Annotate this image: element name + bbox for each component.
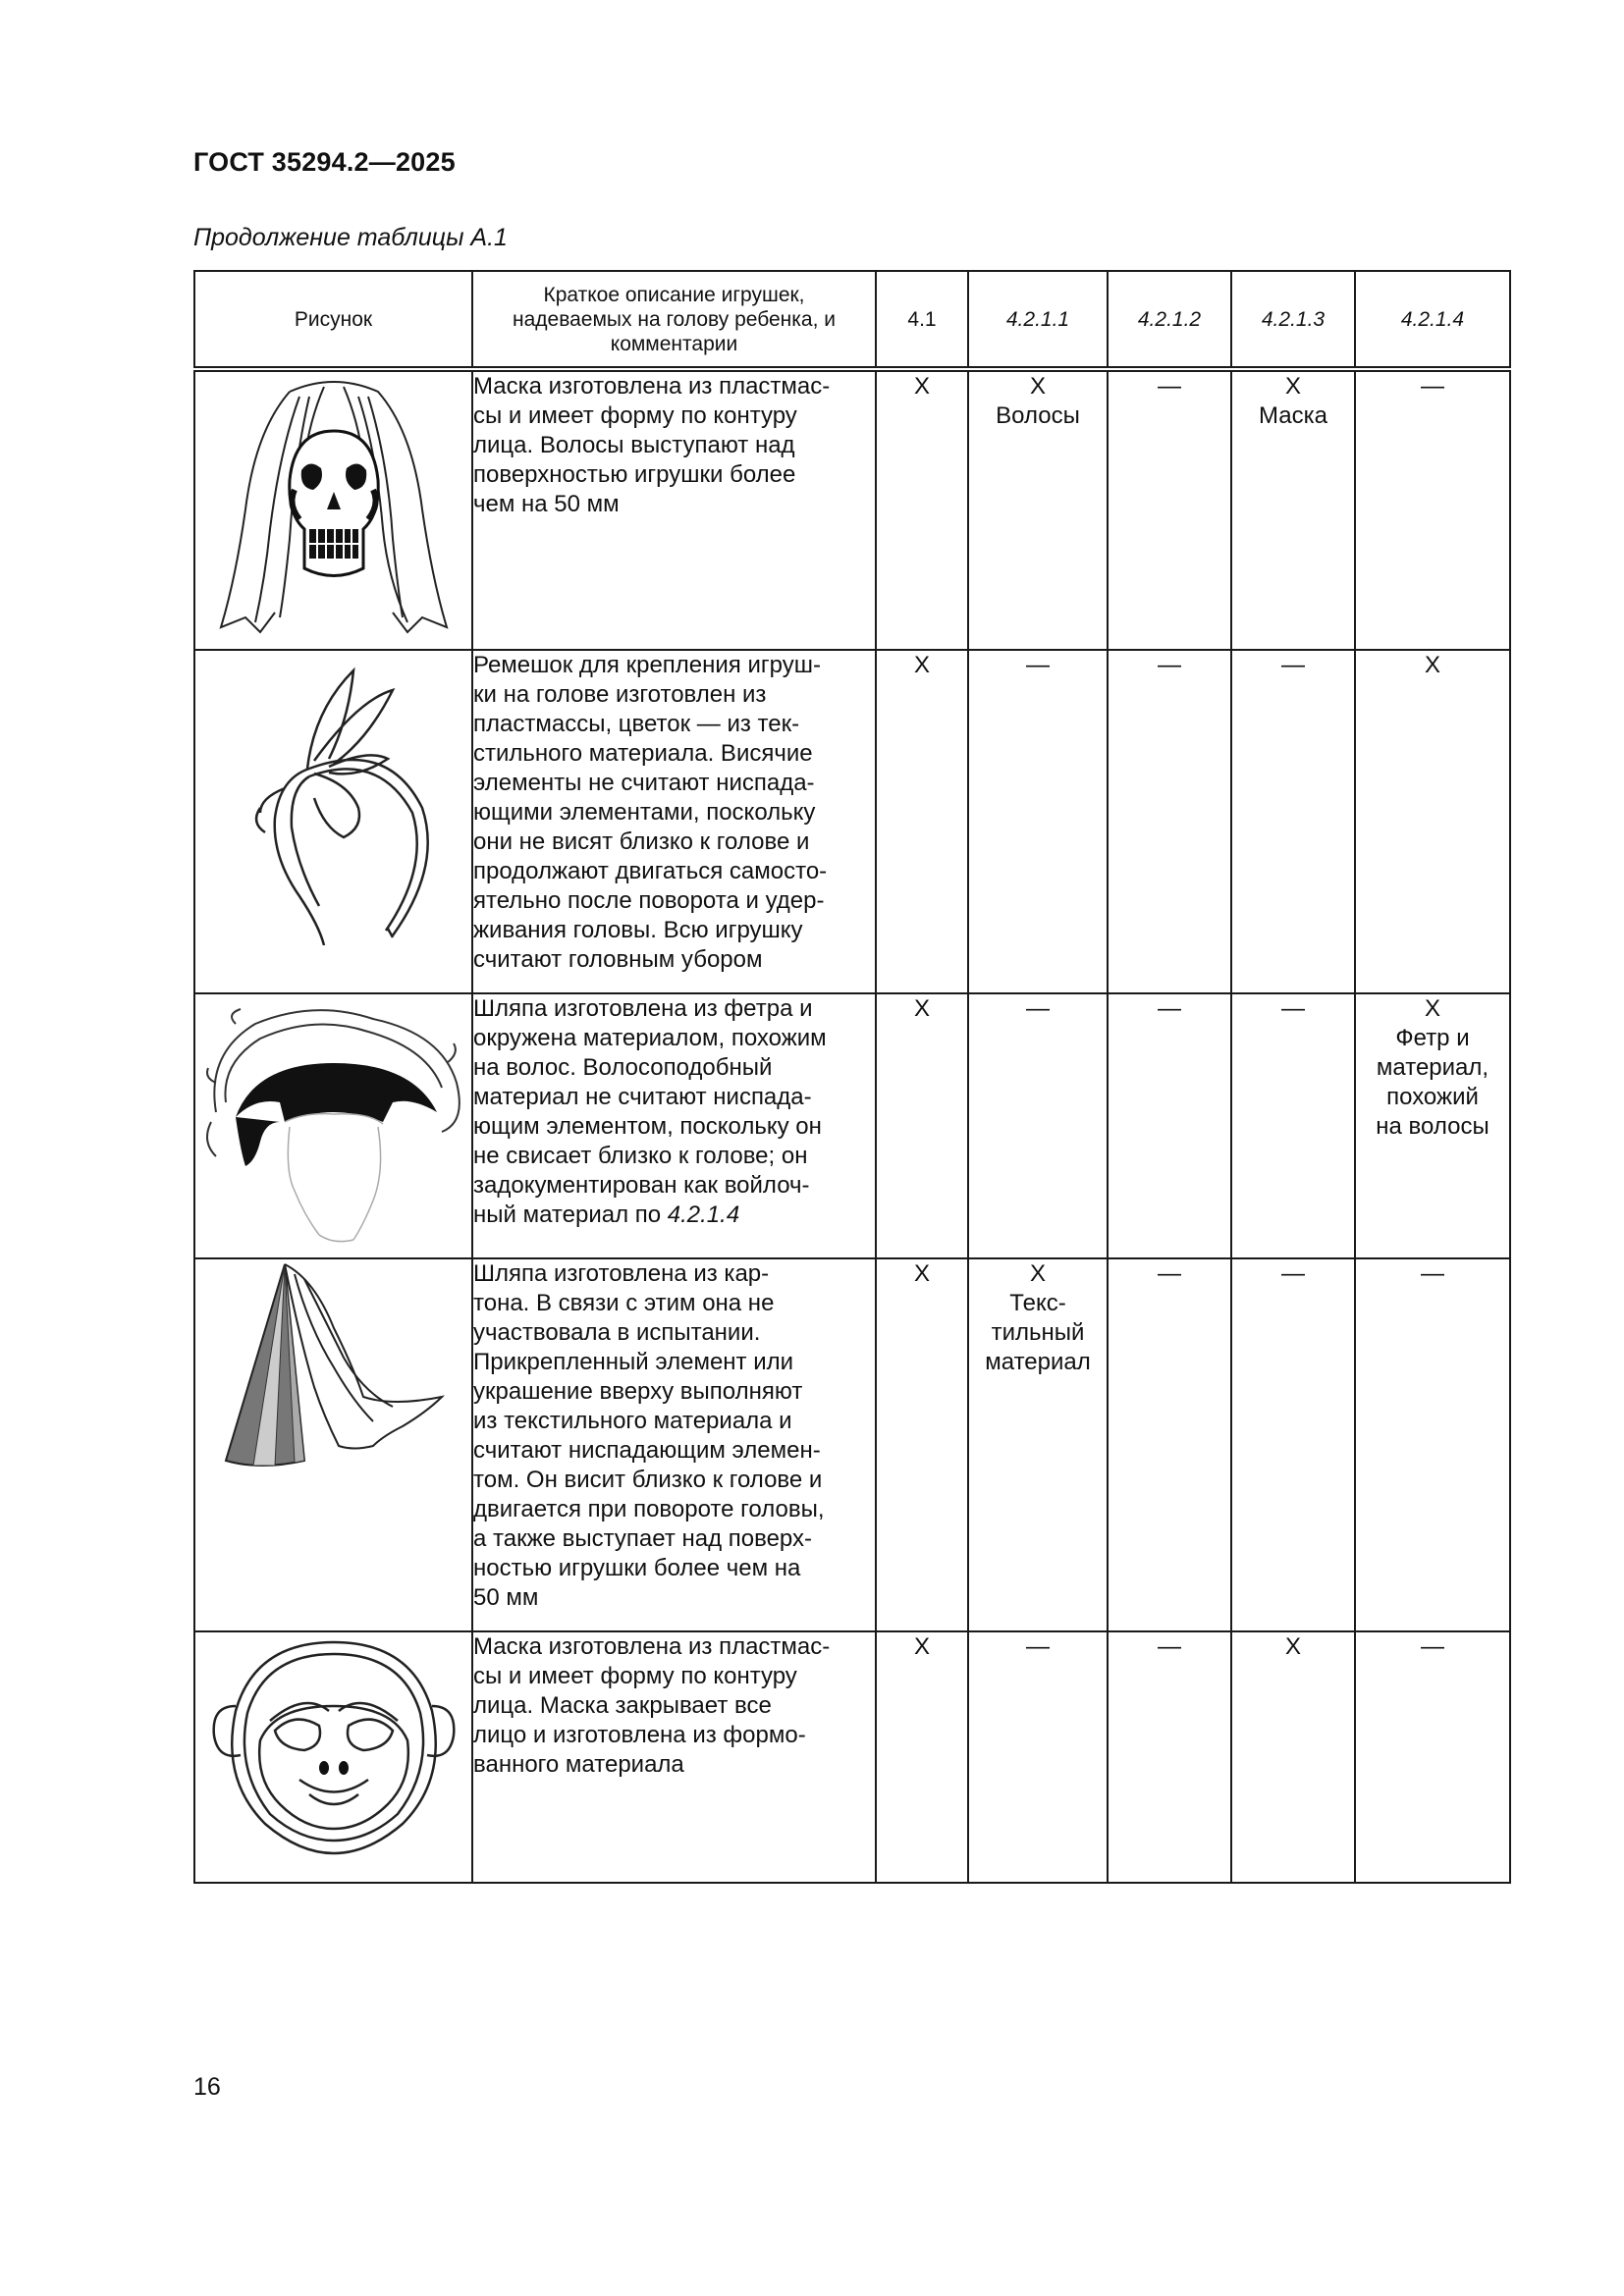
description-line: на волос. Волосоподобный <box>473 1054 773 1081</box>
description-line: ностью игрушки более чем на <box>473 1555 801 1581</box>
mark-text: X <box>1424 652 1440 678</box>
mark-text: — <box>1421 1260 1444 1287</box>
description-line: тона. В связи с этим она не <box>473 1290 775 1316</box>
description-line: ванного материала <box>473 1751 684 1778</box>
description-line: ки на голове изготовлен из <box>473 681 767 708</box>
description-line: украшение вверху выполняют <box>473 1378 803 1405</box>
description-line: живания головы. Всю игрушку <box>473 917 803 943</box>
mark-cell-4-2-1-3 <box>1231 650 1355 993</box>
description-line: участвовала в испытании. <box>473 1319 761 1346</box>
description-line: поверхностью игрушки более <box>473 461 796 488</box>
mark-cell-4-2-1-1 <box>968 369 1108 650</box>
description-text: ный материал по <box>473 1201 668 1228</box>
mark-cell-4-1 <box>876 1631 968 1883</box>
table-header-row <box>194 271 1510 369</box>
description-line: Шляпа изготовлена из фетра и <box>473 995 813 1022</box>
mark-cell-4-2-1-2 <box>1108 650 1231 993</box>
document-standard-header: ГОСТ 35294.2—2025 <box>193 147 456 177</box>
mark-note: похожий <box>1386 1084 1479 1110</box>
mark-cell-4-2-1-4 <box>1355 993 1510 1258</box>
mark-cell-4-2-1-4 <box>1355 1631 1510 1883</box>
col-header-description: Краткое описание игрушек, надеваемых на голову ребенка, и комментарии <box>472 271 876 369</box>
hat-with-hair-icon <box>196 994 471 1250</box>
description-line: чем на 50 мм <box>473 491 620 517</box>
description-line: они не висят близко к голове и <box>473 828 810 855</box>
page-number: 16 <box>193 2073 221 2101</box>
description-line: а также выступает над поверх- <box>473 1525 812 1552</box>
figure-cell <box>194 1631 472 1883</box>
mark-cell-4-1 <box>876 650 968 993</box>
mark-text: — <box>1281 652 1305 678</box>
mark-text: X <box>913 652 930 678</box>
description-line: продолжают двигаться самосто- <box>473 858 828 884</box>
figure-cell <box>194 993 472 1258</box>
mark-cell-4-2-1-1 <box>968 1258 1108 1631</box>
description-line: материал не считают ниспада- <box>473 1084 812 1110</box>
table-row <box>194 650 1510 993</box>
table-caption: Продолжение таблицы А.1 <box>193 224 508 251</box>
col-header-4-2-1-1: 4.2.1.1 <box>968 271 1108 369</box>
description-line: ющим элементом, поскольку он <box>473 1113 822 1140</box>
col-header-4-2-1-3: 4.2.1.3 <box>1231 271 1355 369</box>
mark-cell-4-2-1-1 <box>968 1631 1108 1883</box>
mark-cell-4-2-1-2 <box>1108 1258 1231 1631</box>
description-line: том. Он висит близко к голове и <box>473 1467 823 1493</box>
description-line: двигается при повороте головы, <box>473 1496 825 1522</box>
mark-cell-4-2-1-1 <box>968 650 1108 993</box>
mark-note: Волосы <box>996 402 1080 429</box>
description-line: Прикрепленный элемент или <box>473 1349 794 1375</box>
description-line: лица. Маска закрывает все <box>473 1692 772 1719</box>
col-header-4-2-1-4: 4.2.1.4 <box>1355 271 1510 369</box>
description-cell <box>472 650 876 993</box>
monkey-mask-icon <box>206 1632 461 1858</box>
flower-headband-icon <box>221 651 447 945</box>
description-line: ятельно после поворота и удер- <box>473 887 825 914</box>
mark-text: X <box>913 1260 930 1287</box>
mark-cell-4-2-1-4 <box>1355 369 1510 650</box>
description-line: не свисает близко к голове; он <box>473 1143 808 1169</box>
mark-note: материал <box>985 1349 1091 1375</box>
mark-cell-4-1 <box>876 369 968 650</box>
mark-cell-4-2-1-3 <box>1231 993 1355 1258</box>
mark-text: — <box>1281 1260 1305 1287</box>
description-line: задокументирован как войлоч- <box>473 1172 810 1199</box>
mark-text: X <box>1029 1260 1046 1287</box>
mark-text: X <box>1424 995 1440 1022</box>
mark-text: — <box>1158 1260 1181 1287</box>
description-line: лица. Волосы выступают над <box>473 432 795 458</box>
mark-cell-4-2-1-3 <box>1231 369 1355 650</box>
description-line: окружена материалом, похожим <box>473 1025 827 1051</box>
mark-note: на волосы <box>1376 1113 1489 1140</box>
description-line: Маска изготовлена из пластмас- <box>473 1633 831 1660</box>
mark-text: — <box>1421 373 1444 400</box>
figure-cell <box>194 1258 472 1631</box>
mark-text: X <box>913 373 930 400</box>
skull-mask-icon <box>211 372 457 637</box>
mark-cell-4-2-1-4 <box>1355 650 1510 993</box>
description-line: ющими элементами, поскольку <box>473 799 816 826</box>
description-line: считают ниспадающим элемен- <box>473 1437 821 1464</box>
description-line: пластмассы, цветок — из тек- <box>473 711 800 737</box>
mark-note: Маска <box>1259 402 1327 429</box>
clause-reference: 4.2.1.4 <box>667 1201 740 1228</box>
table-row <box>194 1631 1510 1883</box>
description-line: считают головным убором <box>473 946 763 973</box>
description-line: сы и имеет форму по контуру <box>473 1663 797 1689</box>
figure-cell <box>194 369 472 650</box>
mark-cell-4-2-1-3 <box>1231 1631 1355 1883</box>
description-line: элементы не считают ниспада- <box>473 770 815 796</box>
mark-cell-4-2-1-4 <box>1355 1258 1510 1631</box>
col-header-4-1: 4.1 <box>876 271 968 369</box>
mark-note: Текс- <box>1009 1290 1066 1316</box>
table-row <box>194 1258 1510 1631</box>
mark-text: — <box>1026 1633 1050 1660</box>
mark-cell-4-2-1-3 <box>1231 1258 1355 1631</box>
mark-note: материал, <box>1376 1054 1489 1081</box>
table-row <box>194 369 1510 650</box>
mark-cell-4-2-1-2 <box>1108 1631 1231 1883</box>
description-cell <box>472 1631 876 1883</box>
mark-cell-4-2-1-2 <box>1108 993 1231 1258</box>
mark-text: X <box>913 1633 930 1660</box>
description-line: 50 мм <box>473 1584 539 1611</box>
toys-table <box>193 270 1511 1884</box>
mark-text: X <box>1284 373 1301 400</box>
mark-text: — <box>1026 995 1050 1022</box>
mark-text: — <box>1421 1633 1444 1660</box>
description-cell <box>472 993 876 1258</box>
description-cell <box>472 1258 876 1631</box>
mark-cell-4-2-1-1 <box>968 993 1108 1258</box>
cone-hat-icon <box>216 1259 452 1485</box>
description-line: Маска изготовлена из пластмас- <box>473 373 831 400</box>
mark-note: Фетр и <box>1395 1025 1470 1051</box>
mark-cell-4-1 <box>876 993 968 1258</box>
figure-cell <box>194 650 472 993</box>
description-line: сы и имеет форму по контуру <box>473 402 797 429</box>
description-line: лицо и изготовлена из формо- <box>473 1722 806 1748</box>
description-line <box>473 1201 875 1230</box>
mark-text: — <box>1158 373 1181 400</box>
mark-text: X <box>913 995 930 1022</box>
description-line: Ремешок для крепления игруш- <box>473 652 821 678</box>
description-line: стильного материала. Висячие <box>473 740 813 767</box>
description-line: Шляпа изготовлена из кар- <box>473 1260 770 1287</box>
mark-cell-4-2-1-2 <box>1108 369 1231 650</box>
col-header-figure: Рисунок <box>194 271 472 369</box>
table-row <box>194 993 1510 1258</box>
mark-note: тильный <box>991 1319 1085 1346</box>
mark-text: — <box>1158 1633 1181 1660</box>
description-cell <box>472 369 876 650</box>
mark-cell-4-1 <box>876 1258 968 1631</box>
mark-text: — <box>1026 652 1050 678</box>
description-line: из текстильного материала и <box>473 1408 792 1434</box>
col-header-4-2-1-2: 4.2.1.2 <box>1108 271 1231 369</box>
mark-text: X <box>1029 373 1046 400</box>
mark-text: — <box>1158 652 1181 678</box>
mark-text: — <box>1158 995 1181 1022</box>
mark-text: — <box>1281 995 1305 1022</box>
mark-text: X <box>1284 1633 1301 1660</box>
